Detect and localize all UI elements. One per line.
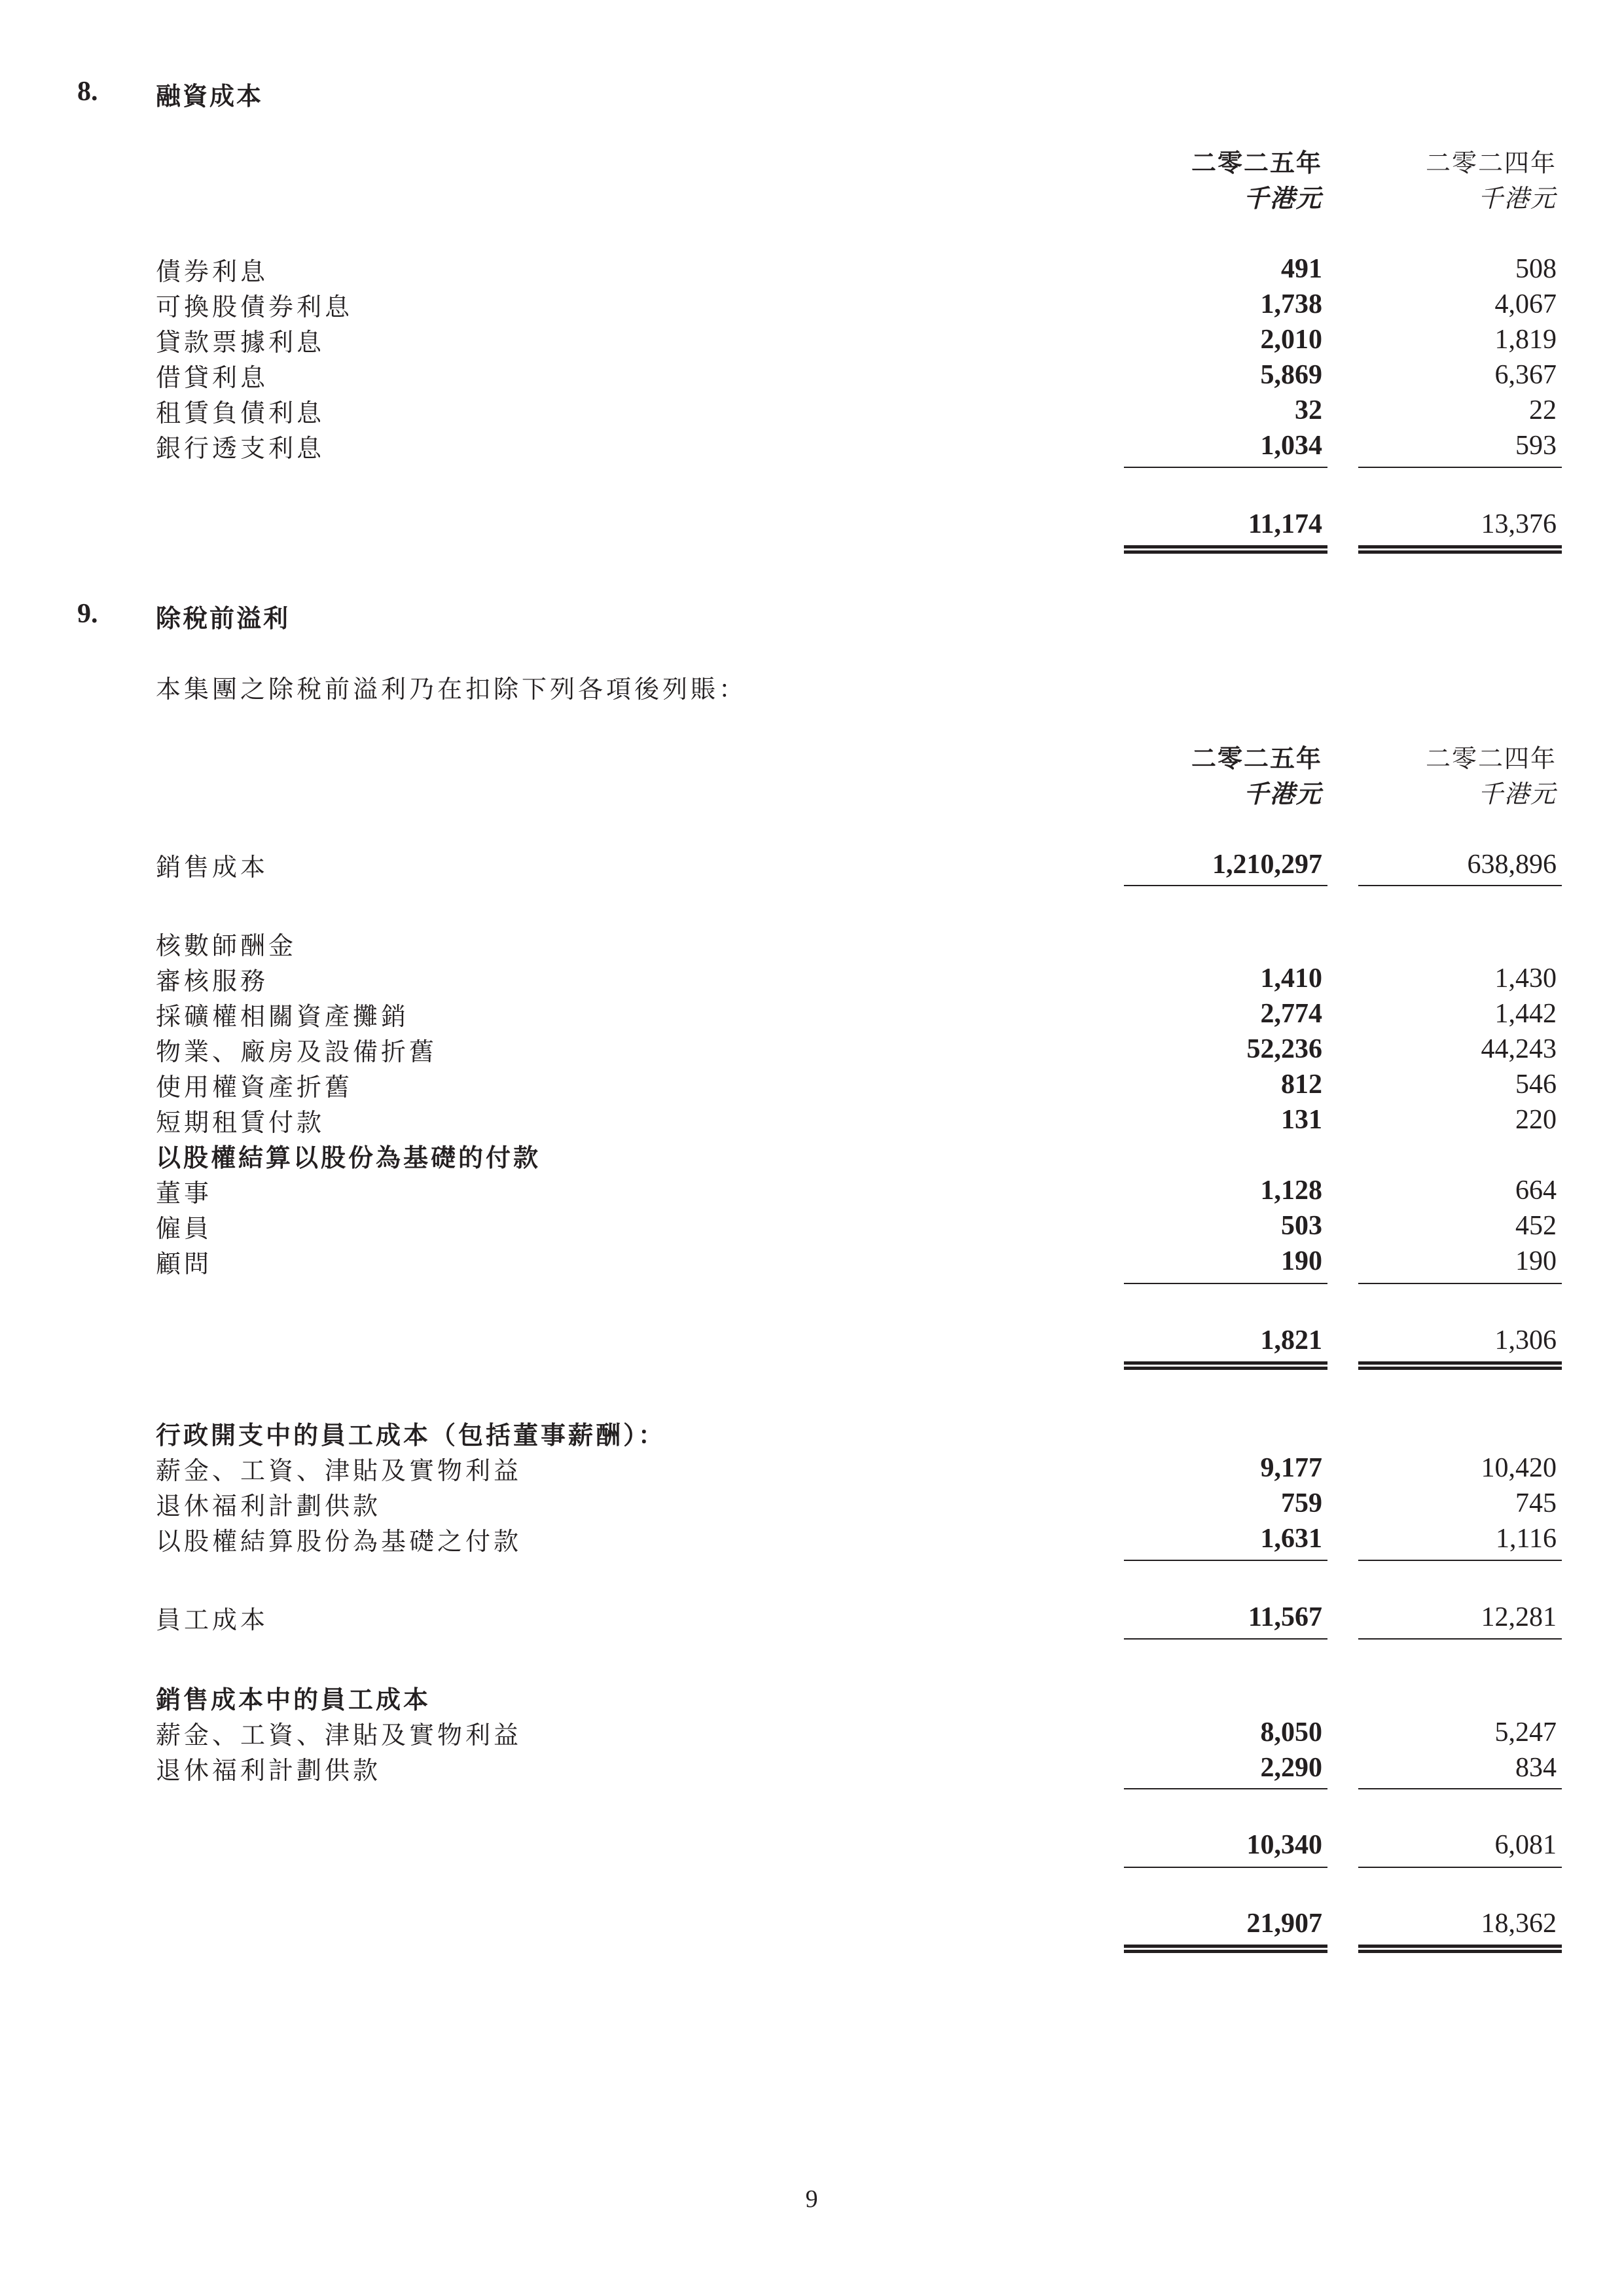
value-2024: 593: [1515, 431, 1557, 461]
row-label: 退休福利計劃供款: [156, 1756, 382, 1785]
s8-total-2024: 13,376: [1481, 509, 1557, 539]
row-label: 退休福利計劃供款: [156, 1492, 382, 1520]
value-2024: 452: [1515, 1211, 1557, 1241]
value-2024: 834: [1515, 1753, 1557, 1783]
s9-grand-total-2024: 18,362: [1481, 1909, 1557, 1939]
value-2025: 1,738: [1260, 289, 1322, 319]
value-2025: 190: [1281, 1246, 1322, 1276]
s9-grand-total-2025: 21,907: [1246, 1909, 1322, 1939]
value-2024: 22: [1529, 395, 1557, 425]
s9-share-based-rule-2025: [1124, 1283, 1327, 1284]
s9-auditor-heading: 核數師酬金: [156, 931, 297, 960]
s9-staff-cost-rule-2024: [1358, 1638, 1562, 1640]
row-label: 物業、廠房及設備折舊: [156, 1037, 438, 1066]
row-label: 租賃負債利息: [156, 399, 325, 427]
s8-header-2024-unit: 千港元: [1477, 184, 1557, 213]
s9-share-based-rule-2024: [1358, 1283, 1562, 1284]
row-label: 僱員: [156, 1214, 213, 1243]
s9-intro: 本集團之除稅前溢利乃在扣除下列各項後列賬：: [156, 675, 748, 704]
s9-cos-staff-rule-2025: [1124, 1788, 1327, 1789]
value-2024: 1,819: [1494, 325, 1557, 355]
s9-header-2025-unit: 千港元: [1243, 780, 1322, 808]
s8-total-double-rule-2025: [1124, 545, 1327, 554]
value-2024: 664: [1515, 1175, 1557, 1206]
value-2024: 6,367: [1494, 360, 1557, 390]
s9-admin-rule-2024: [1358, 1560, 1562, 1561]
value-2024: 220: [1515, 1105, 1557, 1135]
value-2024: 1,442: [1494, 999, 1557, 1029]
row-label: 以股權結算股份為基礎之付款: [156, 1527, 522, 1556]
s8-total-double-rule-2024: [1358, 545, 1562, 554]
row-label: 使用權資產折舊: [156, 1073, 353, 1102]
value-2025: 812: [1281, 1069, 1322, 1100]
value-2024: 4,067: [1494, 289, 1557, 319]
value-2025: 32: [1295, 395, 1322, 425]
value-2024: 745: [1515, 1488, 1557, 1518]
s9-share-based-total-2025: 1,821: [1260, 1325, 1322, 1355]
row-label: 銀行透支利息: [156, 434, 325, 463]
s9-share-based-total-2024: 1,306: [1494, 1325, 1557, 1355]
row-label: 採礦權相關資產攤銷: [156, 1002, 410, 1031]
s9-header-2024-unit: 千港元: [1477, 780, 1557, 808]
s9-admin-rule-2025: [1124, 1560, 1327, 1561]
s9-cos-rule-2025: [1124, 885, 1327, 886]
value-2025: 503: [1281, 1211, 1322, 1241]
s9-grand-total-double-rule-2025: [1124, 1945, 1327, 1953]
row-label: 貸款票據利息: [156, 328, 325, 357]
value-2025: 1,631: [1260, 1524, 1322, 1554]
s8-total-2025: 11,174: [1248, 509, 1322, 539]
value-2024: 1,116: [1496, 1524, 1557, 1554]
row-label: 董事: [156, 1179, 213, 1208]
s9-grand-total-double-rule-2024: [1358, 1945, 1562, 1953]
section-8-number: 8.: [77, 77, 98, 107]
row-label: 債券利息: [156, 257, 269, 286]
row-label: 借貸利息: [156, 363, 269, 392]
s9-cos-staff-subtotal-2024: 6,081: [1494, 1830, 1557, 1860]
s9-cos-rule-2024: [1358, 885, 1562, 886]
value-2025: 2,290: [1260, 1753, 1322, 1783]
section-8-title: 融資成本: [156, 82, 264, 111]
value-2025: 131: [1281, 1105, 1322, 1135]
s8-header-2025-unit: 千港元: [1243, 184, 1322, 213]
value-2025: 1,128: [1260, 1175, 1322, 1206]
row-label: 短期租賃付款: [156, 1108, 325, 1137]
value-2025: 759: [1281, 1488, 1322, 1518]
s8-subtotal-rule-2024: [1358, 467, 1562, 468]
s9-share-based-double-rule-2025: [1124, 1361, 1327, 1370]
row-label: 可換股債券利息: [156, 293, 353, 321]
s9-cos-staff-rule-2024: [1358, 1788, 1562, 1789]
value-2025: 9,177: [1260, 1453, 1322, 1483]
value-2024: 10,420: [1481, 1453, 1557, 1483]
s9-header-2024-year: 二零二四年: [1425, 744, 1557, 773]
value-2025: 1,210,297: [1212, 850, 1322, 880]
value-2024: 44,243: [1481, 1034, 1557, 1064]
value-2025: 8,050: [1260, 1717, 1322, 1748]
s9-subtotal-rule-2025: [1124, 1867, 1327, 1868]
s9-staff-cost-rule-2025: [1124, 1638, 1327, 1640]
s9-subtotal-rule-2024: [1358, 1867, 1562, 1868]
value-2025: 491: [1281, 254, 1322, 284]
value-2025: 52,236: [1246, 1034, 1322, 1064]
row-label: 銷售成本: [156, 853, 269, 882]
page-number-text: 9: [805, 2185, 818, 2213]
value-2025: 11,567: [1248, 1602, 1322, 1632]
value-2024: 546: [1515, 1069, 1557, 1100]
value-2024: 638,896: [1467, 850, 1557, 880]
row-label: 審核服務: [156, 967, 269, 996]
s8-header-2024-year: 二零二四年: [1425, 149, 1557, 177]
section-9-number: 9.: [77, 599, 98, 629]
value-2025: 2,010: [1260, 325, 1322, 355]
row-label: 薪金、工資、津貼及實物利益: [156, 1721, 522, 1749]
s9-share-based-double-rule-2024: [1358, 1361, 1562, 1370]
s9-cos-staff-heading: 銷售成本中的員工成本: [156, 1685, 431, 1714]
section-9-title: 除稅前溢利: [156, 604, 291, 633]
s9-cos-staff-subtotal-2025: 10,340: [1246, 1830, 1322, 1860]
s8-header-2025-year: 二零二五年: [1191, 149, 1322, 177]
value-2024: 508: [1515, 254, 1557, 284]
value-2024: 190: [1515, 1246, 1557, 1276]
value-2024: 12,281: [1481, 1602, 1557, 1632]
value-2025: 1,410: [1260, 963, 1322, 994]
value-2024: 5,247: [1494, 1717, 1557, 1748]
s8-subtotal-rule-2025: [1124, 467, 1327, 468]
value-2025: 2,774: [1260, 999, 1322, 1029]
row-label: 顧問: [156, 1249, 213, 1278]
row-label: 薪金、工資、津貼及實物利益: [156, 1456, 522, 1485]
s9-admin-staff-heading: 行政開支中的員工成本（包括董事薪酬）：: [156, 1421, 666, 1450]
row-label: 員工成本: [156, 1605, 269, 1634]
value-2025: 5,869: [1260, 360, 1322, 390]
value-2024: 1,430: [1494, 963, 1557, 994]
s9-share-based-heading: 以股權結算以股份為基礎的付款: [156, 1143, 541, 1172]
value-2025: 1,034: [1260, 431, 1322, 461]
s9-header-2025-year: 二零二五年: [1191, 744, 1322, 773]
